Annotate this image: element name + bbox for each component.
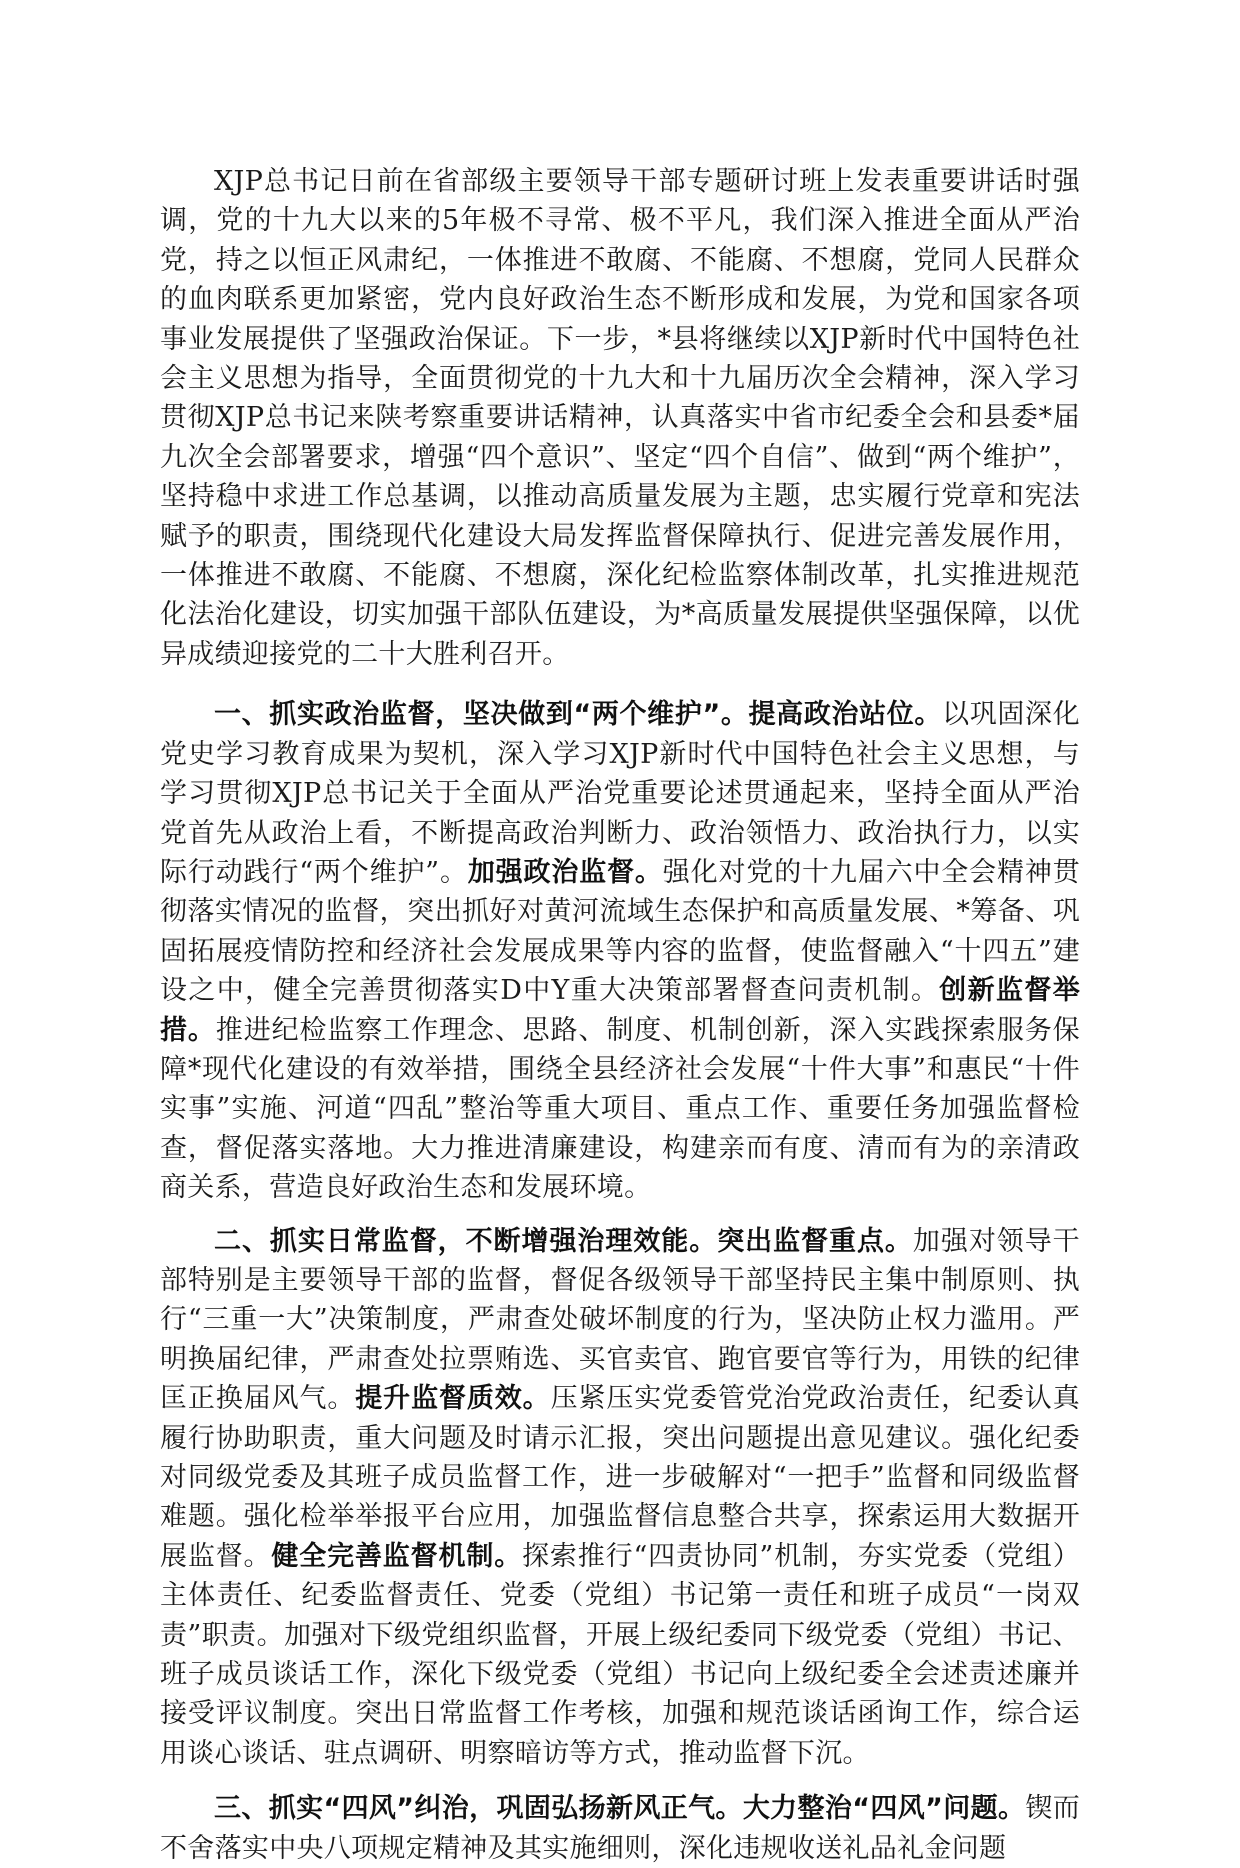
- subsection-heading: 大力整治“四风”问题。: [742, 1793, 1026, 1825]
- paragraph-text: 推进纪检监察工作理念、思路、制度、机制创新，深入实践探索服务保障*现代化建设的有效举措，围绕全县经济社会发展“十件大事”和惠民“十件实事”实施、河道“四乱”整治等重大项目、重点工作、重要任务加强监督检查，督促落实落地。大力推进清廉建设，构建亲而有度、清而有为的亲清政商关系，营造良好政治生态和发展环境。: [160, 1014, 1080, 1204]
- subsection-heading: 创新监督举措。: [160, 975, 1080, 1046]
- section-heading: 三、抓实“四风”纠治，巩固弘扬新风正气。: [214, 1793, 743, 1825]
- paragraph-text: 加强对领导干部特别是主要领导干部的监督，督促各级领导干部坚持民主集中制原则、执行“三重一大”决策制度，严肃查处破坏制度的行为，坚决防止权力滥用。严明换届纪律，严肃查处拉票贿选、买官卖官、跑官要官等行为，用铁的纪律匡正换届风气。: [160, 1225, 1080, 1415]
- paragraph-text: 压紧压实党委管党治党政治责任，纪委认真履行协助职责，重大问题及时请示汇报，突出问题提出意见建议。强化纪委对同级党委及其班子成员监督工作，进一步破解对“一把手”监督和同级监督难题。强化检举举报平台应用，加强监督信息整合共享，探索运用大数据开展监督。: [160, 1383, 1080, 1572]
- paragraph-section-1: [160, 695, 1080, 1207]
- paragraph-section-2: [160, 1222, 1080, 1774]
- paragraph-text: 以巩固深化党史学习教育成果为契机，深入学习XJP新时代中国特色社会主义思想，与学习贯彻XJP总书记关于全面从严治党重要论述贯通起来，坚持全面从严治党首先从政治上看，不断提高政治判断力、政治领悟力、政治执行力，以实际行动践行“两个维护”。: [160, 699, 1080, 888]
- paragraph-text: 强化对党的十九届六中全会精神贯彻落实情况的监督，突出抓好对黄河流域生态保护和高质量发展、*筹备、巩固拓展疫情防控和经济社会发展成果等内容的监督，使监督融入“十四五”建设之中，健全完善贯彻落实D中Y重大决策部署督查问责机制。: [160, 856, 1081, 1007]
- subsection-heading: 突出监督重点。: [717, 1225, 913, 1257]
- paragraph-section-3: [160, 1789, 1080, 1868]
- subsection-heading: 提升监督质效。: [355, 1383, 551, 1415]
- section-heading: 一、抓实政治监督，坚决做到“两个维护”。: [214, 699, 749, 731]
- subsection-heading: 加强政治监督。: [467, 856, 663, 888]
- document-body: [160, 162, 1080, 1868]
- section-heading: 二、抓实日常监督，不断增强治理效能。: [214, 1225, 718, 1257]
- paragraph-text: XJP总书记日前在省部级主要领导干部专题研讨班上发表重要讲话时强调，党的十九大以来的5年极不寻常、极不平凡，我们深入推进全面从严治党，持之以恒正风肃纪，一体推进不敢腐、不能腐、不想腐，党同人民群众的血肉联系更加紧密，党内良好政治生态不断形成和发展，为党和国家各项事业发展提供了坚强政治保证。下一步，*县将继续以XJP新时代中国特色社会主义思想为指导，全面贯彻党的十九大和十九届历次全会精神，深入学习贯彻XJP总书记来陕考察重要讲话精神，认真落实中省市纪委全会和县委*届九次全会部署要求，增强“四个意识”、坚定“四个自信”、做到“两个维护”，坚持稳中求进工作总基调，以推动高质量发展为主题，忠实履行党章和宪法赋予的职责，围绕现代化建设大局发挥监督保障执行、促进完善发展作用，一体推进不敢腐、不能腐、不想腐，深化纪检监察体制改革，扎实推进规范化法治化建设，切实加强干部队伍建设，为*高质量发展提供坚强保障，以优异成绩迎接党的二十大胜利召开。: [160, 166, 1080, 670]
- paragraph-text: 锲而不舍落实中央八项规定精神及其实施细则，深化违规收送礼品礼金问题: [160, 1793, 1080, 1864]
- paragraph-intro: [160, 162, 1080, 674]
- paragraph-text: 探索推行“四责协同”机制，夯实党委（党组）主体责任、纪委监督责任、党委（党组）书记第一责任和班子成员“一岗双责”职责。加强对下级党组织监督，开展上级纪委同下级党委（党组）书记、班子成员谈话工作，深化下级党委（党组）书记向上级纪委全会述责述廉并接受评议制度。突出日常监督工作考核，加强和规范谈话函询工作，综合运用谈心谈话、驻点调研、明察暗访等方式，推动监督下沉。: [160, 1540, 1081, 1769]
- subsection-heading: 健全完善监督机制。: [271, 1540, 523, 1572]
- subsection-heading: 提高政治站位。: [748, 699, 943, 731]
